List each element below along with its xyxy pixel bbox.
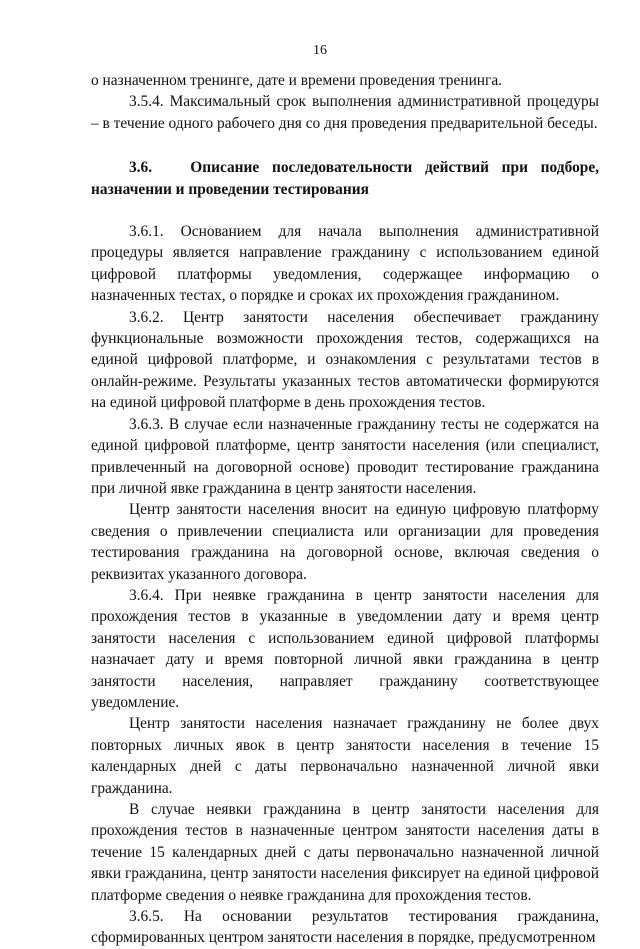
paragraph-repeat-visits: Центр занятости населения назначает гражданину не более двух повторных личных явок в центр занятости населения в течение 15 календарных дней с даты первоначально назначенной личной явки гражданина. [91,715,599,797]
document-body [91,70,599,949]
paragraph-3-6-1: 3.6.1. Основанием для начала выполнения административной процедуры является направление гражданину с использованием единой цифровой платформы уведомления, содержащее информацию о назначенных тестах, о порядке и сроках их прохождения гражданином. [91,223,599,305]
paragraph-3-6-5: 3.6.5. На основании результатов тестирования гражданина, сформированных центром занятости населения в порядке, предусмотренном [91,908,599,947]
page-number: 16 [313,43,327,58]
paragraph-no-show: В случае неявки гражданина в центр занятости населения для прохождения тестов в назначенные центром занятости населения даты в течение 15 календарных дней с даты первоначально назначенной личной явки гражданина, центр занятости населения фиксирует на единой цифровой платформе сведения о неявке гражданина для прохождения тестов. [91,801,599,904]
paragraph-tail-training: о назначенном тренинге, дате и времени проведения тренинга. [91,72,503,89]
paragraph-3-6-4: 3.6.4. При неявке гражданина в центр занятости населения для прохождения тестов в указанные в уведомлении дату и время центр занятости населения с использованием единой цифровой платформы назначает дату и время повторной личной явки гражданина в центр занятости населения, направляет гражданину соответствующее уведомление. [91,586,599,711]
section-heading-3-6: 3.6. Описание последовательности действий при подборе, назначении и проведении тестирования [91,159,599,198]
paragraph-specialist-info: Центр занятости населения вносит на единую цифровую платформу сведения о привлечении специалиста или организации для проведения тестирования гражданина на договорной основе, включая сведения о реквизитах указанного договора. [91,501,599,583]
paragraph-3-6-3: 3.6.3. В случае если назначенные гражданину тесты не содержатся на единой цифровой платформе, центр занятости населения (или специалист, привлеченный на договорной основе) проводит тестирование гражданина при личной явке гражданина в центр занятости населения. [91,415,599,497]
paragraph-3-5-4: 3.5.4. Максимальный срок выполнения административной процедуры – в течение одного рабочего дня со дня проведения предварительной беседы. [91,93,599,132]
paragraph-3-6-2: 3.6.2. Центр занятости населения обеспечивает гражданину функциональные возможности прохождения тестов, содержащихся на единой цифровой платформе, и ознакомления с результатами тестов в онлайн-режиме. Результаты указанных тестов автоматически формируются на единой цифровой платформе в день прохождения тестов. [91,308,599,412]
